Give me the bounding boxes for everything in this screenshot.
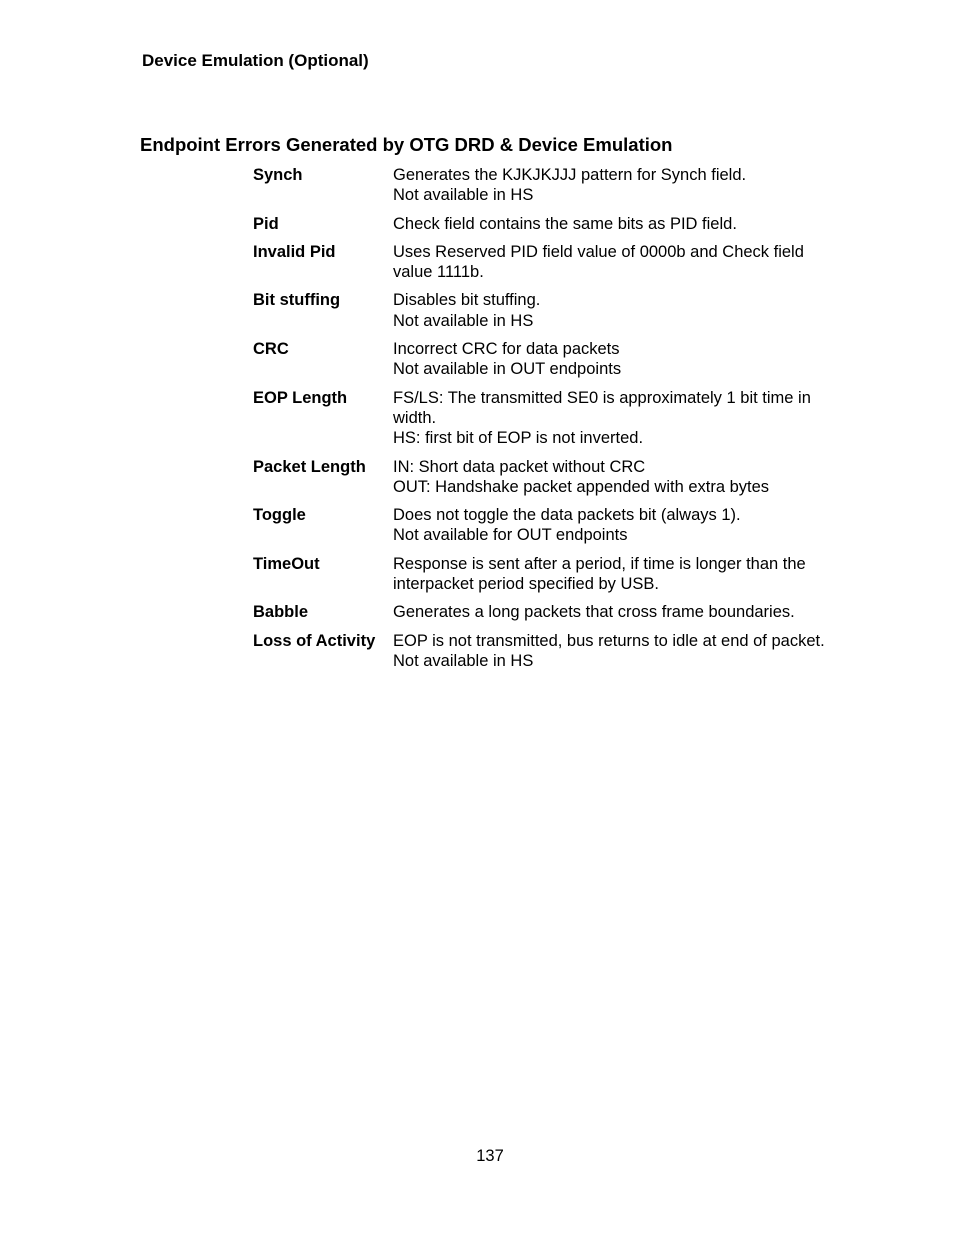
error-row — [253, 242, 853, 283]
error-row — [253, 602, 853, 622]
error-description-line: OUT: Handshake packet appended with extra bytes — [393, 477, 770, 496]
error-description-line: Not available in HS — [393, 651, 534, 670]
error-description-line: interpacket period specified by USB. — [393, 575, 659, 594]
error-description — [393, 242, 853, 283]
error-term: Invalid Pid — [253, 242, 336, 261]
error-description-line: value 1111b. — [393, 263, 484, 282]
error-row — [253, 165, 853, 206]
error-row — [253, 631, 853, 672]
error-description-line: width. — [393, 408, 437, 427]
error-term: Babble — [253, 603, 309, 622]
error-term: Pid — [253, 214, 279, 233]
error-description-line: Not available in HS — [393, 311, 534, 330]
error-row — [253, 388, 853, 449]
error-description-line: Generates the KJKJKJJJ pattern for Synch field. — [393, 166, 747, 184]
error-description — [393, 505, 853, 546]
error-definition-list — [253, 165, 853, 679]
error-row — [253, 554, 853, 595]
error-row — [253, 457, 853, 498]
error-description-line: Response is sent after a period, if time is longer than the — [393, 554, 806, 573]
error-term: Loss of Activity — [253, 631, 376, 650]
error-description-line: Does not toggle the data packets bit (always 1). — [393, 506, 741, 525]
error-term: EOP Length — [253, 388, 348, 407]
error-term: Bit stuffing — [253, 291, 341, 310]
error-description-line: Not available in HS — [393, 186, 534, 205]
section-title: Endpoint Errors Generated by OTG DRD & Device Emulation — [140, 134, 673, 155]
error-row — [253, 214, 853, 234]
error-description-line: FS/LS: The transmitted SE0 is approximately 1 bit time in — [393, 388, 811, 407]
error-description-line: Check field contains the same bits as PID field. — [393, 214, 737, 233]
error-description — [393, 457, 853, 498]
page-number: 137 — [476, 1147, 504, 1165]
error-row — [253, 290, 853, 331]
error-description-line: Not available for OUT endpoints — [393, 526, 628, 545]
error-description-line: Not available in OUT endpoints — [393, 360, 622, 379]
error-description — [393, 554, 853, 595]
error-term: Packet Length — [253, 457, 366, 476]
error-description-line: Incorrect CRC for data packets — [393, 340, 620, 359]
error-term: Synch — [253, 166, 303, 184]
running-header: Device Emulation (Optional) — [142, 51, 369, 70]
error-description-line: Uses Reserved PID field value of 0000b and Check field — [393, 242, 804, 261]
error-description — [393, 290, 853, 331]
error-description — [393, 214, 853, 234]
error-description — [393, 165, 853, 206]
error-description-line: Disables bit stuffing. — [393, 291, 541, 310]
error-description-line: IN: Short data packet without CRC — [393, 457, 646, 476]
error-row — [253, 339, 853, 380]
error-description — [393, 602, 853, 622]
error-row — [253, 505, 853, 546]
error-term: CRC — [253, 340, 289, 359]
error-description-line: EOP is not transmitted, bus returns to idle at end of packet. — [393, 631, 825, 650]
error-description — [393, 631, 853, 672]
error-description — [393, 339, 853, 380]
error-term: TimeOut — [253, 554, 320, 573]
error-description-line: Generates a long packets that cross frame boundaries. — [393, 603, 795, 622]
error-description-line: HS: first bit of EOP is not inverted. — [393, 429, 644, 448]
error-description — [393, 388, 853, 449]
error-term: Toggle — [253, 506, 306, 525]
